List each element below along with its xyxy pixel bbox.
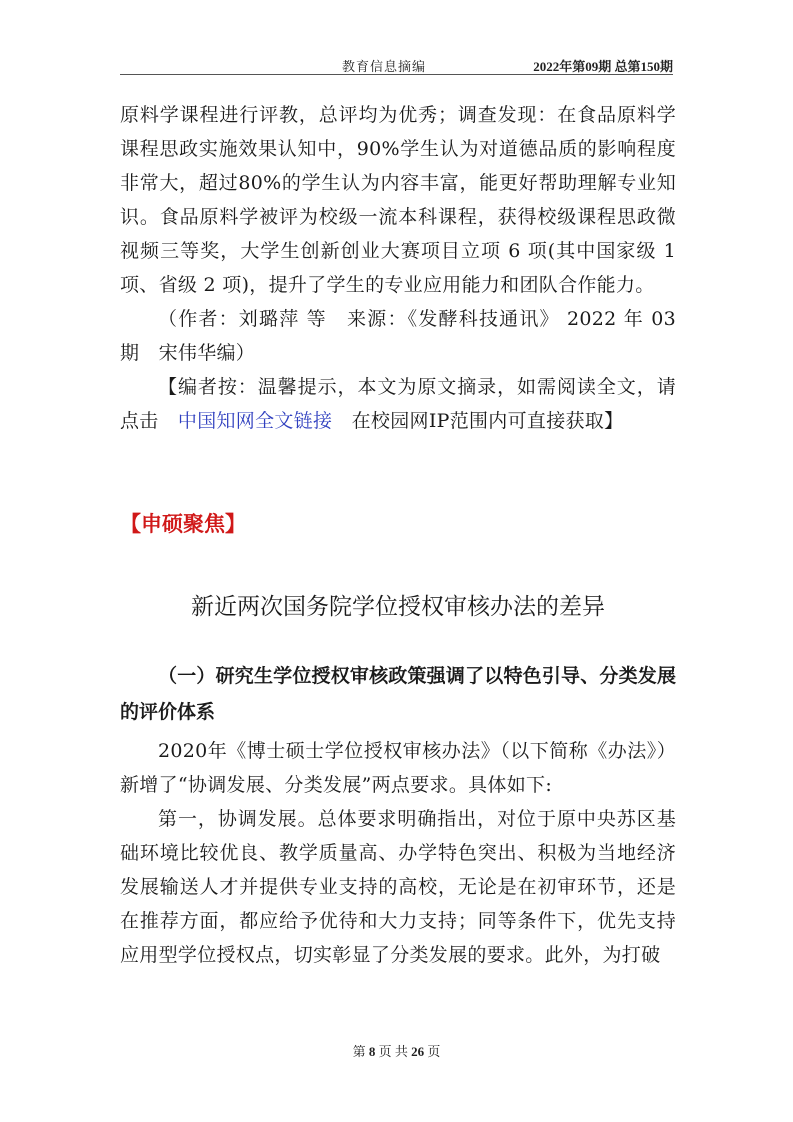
article-title: 新近两次国务院学位授权审核办法的差异 bbox=[191, 594, 605, 620]
editor-note-prefix: 【编者按：温馨提示，本文为原文摘录，如需阅读全文，请点击 bbox=[120, 376, 676, 432]
cnki-fulltext-link[interactable]: 中国知网全文链接 bbox=[177, 410, 333, 432]
article-paragraph-2: 第一，协调发展。总体要求明确指出，对位于原中央苏区基础环境比较优良、教学质量高、办学特色突出、积极为当地经济发展输送人才并提供专业支持的高校，无论是在初审环节，还是在推荐方面，都应给予优待和大力支持；同等条件下，优先支持应用型学位授权点，切实彰显了分类发展的要求。此外，为打破 bbox=[120, 808, 676, 966]
intro-paragraph: 原料学课程进行评教，总评均为优秀；调查发现：在食品原料学课程思政实施效果认知中，90%学生认为对道德品质的影响程度非常大，超过80%的学生认为内容丰富，能更好帮助理解专业知识。食品原料学被评为校级一流本科课程，获得校级课程思政微视频三等奖，大学生创新创业大赛项目立项 6 项(其中国家级 1 项、省级 2 项)，提升了学生的专业应用能力和团队合作能力。 bbox=[120, 104, 676, 296]
publication-name: 教育信息摘编 bbox=[342, 60, 427, 75]
editor-note-suffix: 在校园网IP范围内可直接获取】 bbox=[332, 410, 624, 432]
footer-prefix: 第 bbox=[352, 1044, 366, 1059]
page-header bbox=[120, 52, 673, 76]
intro-section bbox=[120, 98, 676, 438]
article-paragraph-1: 2020年《博士硕士学位授权审核办法》（以下简称《办法》）新增了“协调发展、分类发展”两点要求。具体如下: bbox=[120, 740, 676, 796]
footer-middle: 页 共 bbox=[378, 1044, 408, 1059]
source-line: （作者：刘璐萍 等 来源：《发酵科技通讯》 2022 年 03 期 宋伟华编） bbox=[120, 308, 676, 364]
article-subheading: （一）研究生学位授权审核政策强调了以特色引导、分类发展的评价体系 bbox=[120, 665, 676, 723]
page-footer bbox=[0, 1041, 793, 1060]
section-tag: 【申硕聚焦】 bbox=[120, 512, 246, 536]
article-body bbox=[120, 658, 676, 972]
header-rule bbox=[120, 74, 673, 75]
issue-number: 2022年第09期 总第150期 bbox=[533, 59, 673, 74]
current-page-number: 8 bbox=[368, 1044, 376, 1059]
editor-note bbox=[120, 370, 676, 438]
total-page-count: 26 bbox=[411, 1044, 425, 1059]
footer-suffix: 页 bbox=[427, 1044, 441, 1059]
